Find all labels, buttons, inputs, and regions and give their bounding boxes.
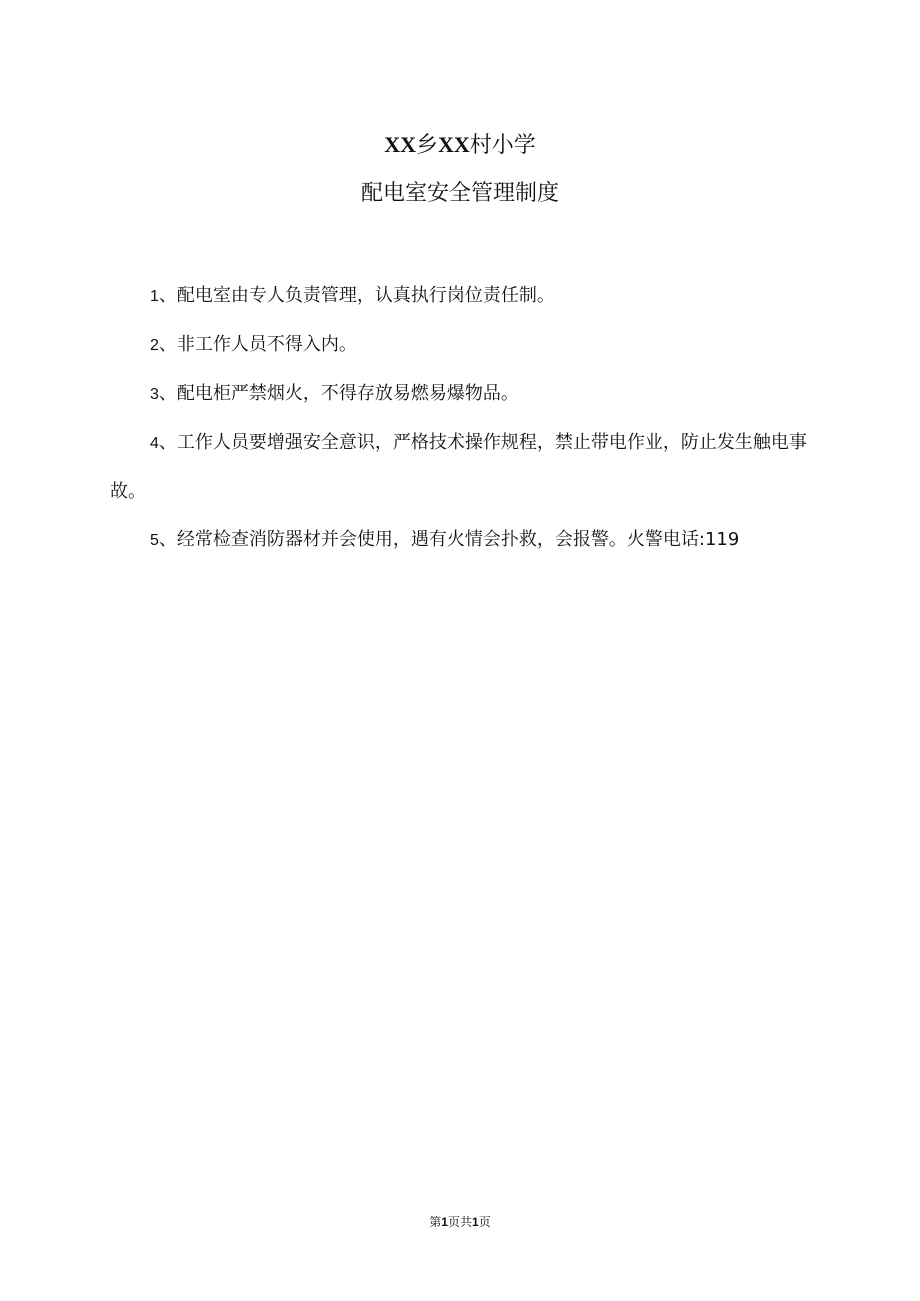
item-number: 3 — [150, 386, 159, 403]
item-text: 、配电柜严禁烟火，不得存放易燃易爆物品。 — [158, 383, 519, 404]
item-number: 1 — [150, 288, 159, 305]
document-subtitle: 配电室安全管理制度 — [360, 181, 559, 206]
document-title — [0, 128, 920, 162]
item-number: 5 — [150, 532, 159, 549]
title-prefix-xx: XX — [384, 132, 416, 157]
item-number: 2 — [150, 337, 159, 354]
list-item — [110, 321, 810, 370]
item-text: 、非工作人员不得入内。 — [158, 334, 357, 355]
title-school: 村小学 — [469, 132, 536, 157]
document-body — [110, 272, 810, 565]
list-item — [110, 370, 810, 419]
list-item — [110, 272, 810, 321]
footer-middle: 页共 — [447, 1215, 472, 1229]
footer-total-pages: 1 — [472, 1215, 479, 1229]
list-item — [110, 419, 810, 516]
item-text: 、经常检查消防器材并会使用，遇有火情会扑救，会报警。火警电话:119 — [158, 529, 740, 550]
title-village-xx: XX — [438, 132, 470, 157]
item-text: 、工作人员要增强安全意识，严格技术操作规程，禁止带电作业，防止发生触电事故。 — [110, 432, 807, 502]
footer-prefix: 第 — [429, 1215, 442, 1229]
item-text: 、配电室由专人负责管理，认真执行岗位责任制。 — [158, 285, 555, 306]
item-number: 4 — [150, 435, 159, 452]
title-township: 乡 — [415, 132, 438, 157]
footer-current-page: 1 — [441, 1215, 448, 1229]
footer-suffix: 页 — [478, 1215, 491, 1229]
page-footer — [0, 1213, 920, 1231]
list-item — [110, 516, 810, 565]
